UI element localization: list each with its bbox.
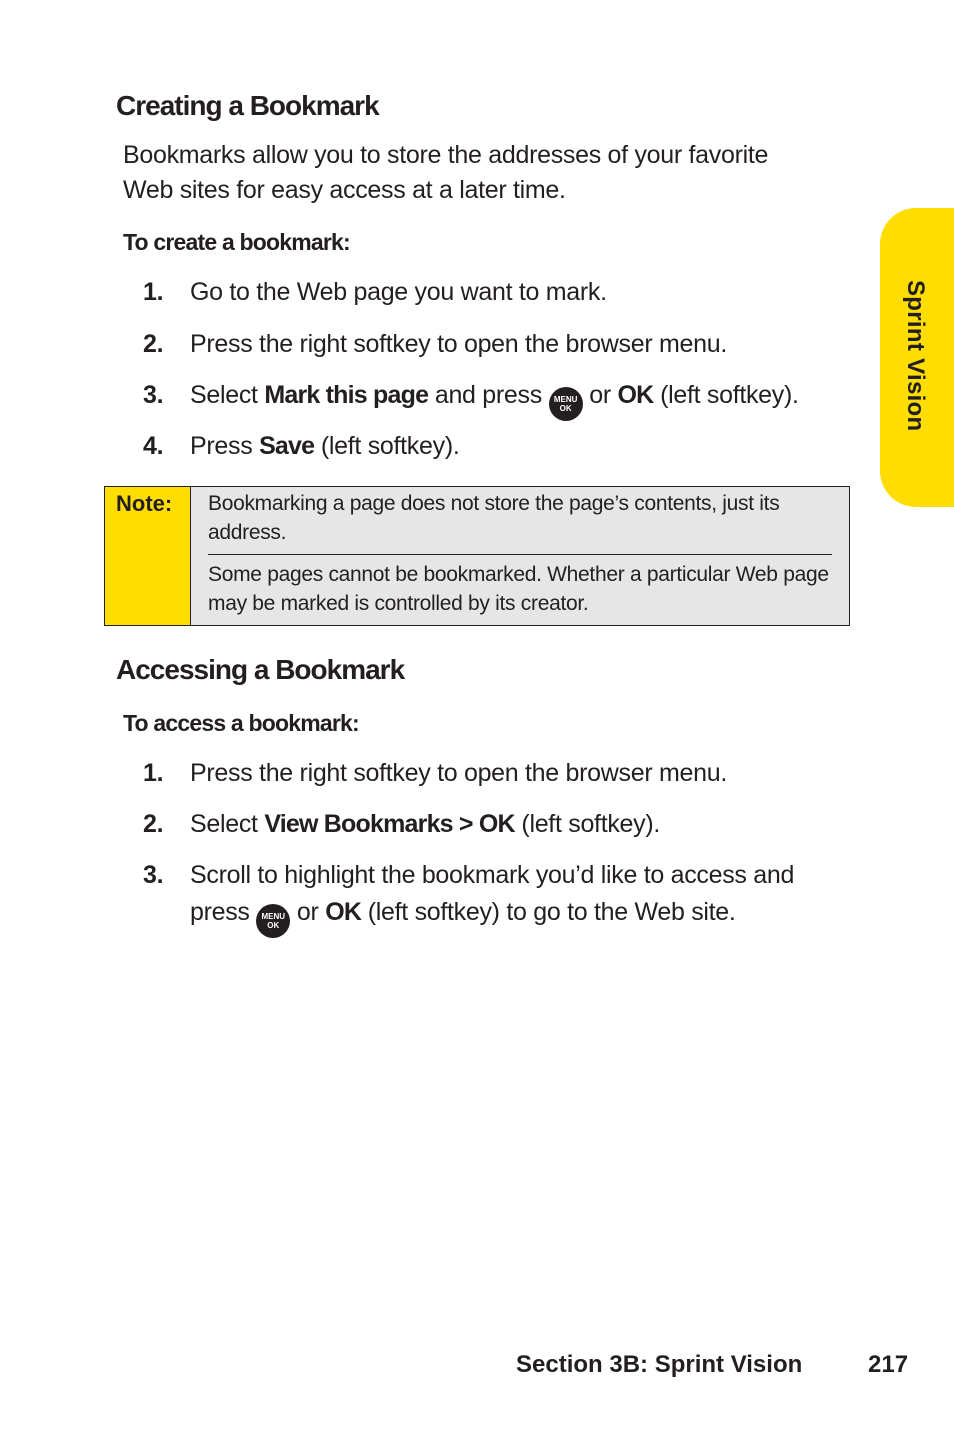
section-title-accessing: Accessing a Bookmark bbox=[116, 654, 405, 685]
create-step-1 bbox=[143, 274, 863, 311]
access-step-3 bbox=[143, 857, 863, 938]
step-number: 2. bbox=[143, 330, 164, 358]
step-text: Press the right softkey to open the browser menu. bbox=[190, 330, 727, 358]
ok-key-label: OK bbox=[325, 898, 362, 926]
intro-paragraph bbox=[123, 138, 843, 208]
step-text: Press Save (left softkey). bbox=[190, 432, 460, 460]
menu-ok-key-icon: MENU OK bbox=[549, 387, 583, 421]
step-text: Press the right softkey to open the browser menu. bbox=[190, 759, 727, 787]
step-number: 3. bbox=[143, 861, 164, 889]
subheading-create: To create a bookmark: bbox=[123, 229, 350, 255]
step-text: Scroll to highlight the bookmark you’d like to access and press MENU OK or OK (left softkey) to go to the Web site. bbox=[190, 857, 863, 938]
subheading-access: To access a bookmark: bbox=[123, 710, 359, 736]
step-text: Go to the Web page you want to mark. bbox=[190, 278, 607, 306]
section-title-creating: Creating a Bookmark bbox=[116, 90, 379, 121]
intro-line: Web sites for easy access at a later time. bbox=[123, 176, 566, 204]
access-step-2 bbox=[143, 806, 863, 843]
create-step-4 bbox=[143, 428, 863, 465]
ok-key-label: OK bbox=[617, 381, 654, 409]
note-item: Bookmarking a page does not store the page’s contents, just its address. bbox=[208, 492, 780, 544]
step-text: Select View Bookmarks > OK (left softkey). bbox=[190, 810, 661, 838]
save-label: Save bbox=[259, 432, 315, 460]
menu-item-mark-this-page: Mark this page bbox=[264, 381, 429, 409]
step-number: 1. bbox=[143, 278, 164, 306]
create-step-2 bbox=[143, 326, 863, 363]
intro-line: Bookmarks allow you to store the addresses of your favorite bbox=[123, 141, 769, 169]
step-number: 1. bbox=[143, 759, 164, 787]
access-step-1 bbox=[143, 755, 863, 792]
note-box bbox=[104, 486, 850, 626]
menu-item-view-bookmarks: View Bookmarks > OK bbox=[264, 810, 515, 838]
note-label: Note: bbox=[105, 487, 191, 625]
menu-ok-key-icon: MENU OK bbox=[256, 904, 290, 938]
note-item: Some pages cannot be bookmarked. Whether a particular Web page may be marked is controlled by its creator. bbox=[208, 554, 832, 625]
step-text: Select Mark this page and press MENU OK or OK (left softkey). bbox=[190, 377, 863, 421]
step-number: 4. bbox=[143, 432, 164, 460]
step-number: 3. bbox=[143, 381, 164, 409]
create-step-3 bbox=[143, 377, 863, 421]
page-number: 217 bbox=[868, 1351, 909, 1378]
side-tab-label: Sprint Vision bbox=[902, 280, 929, 432]
note-body bbox=[191, 487, 849, 625]
footer-section: Section 3B: Sprint Vision bbox=[516, 1351, 803, 1378]
step-number: 2. bbox=[143, 810, 164, 838]
